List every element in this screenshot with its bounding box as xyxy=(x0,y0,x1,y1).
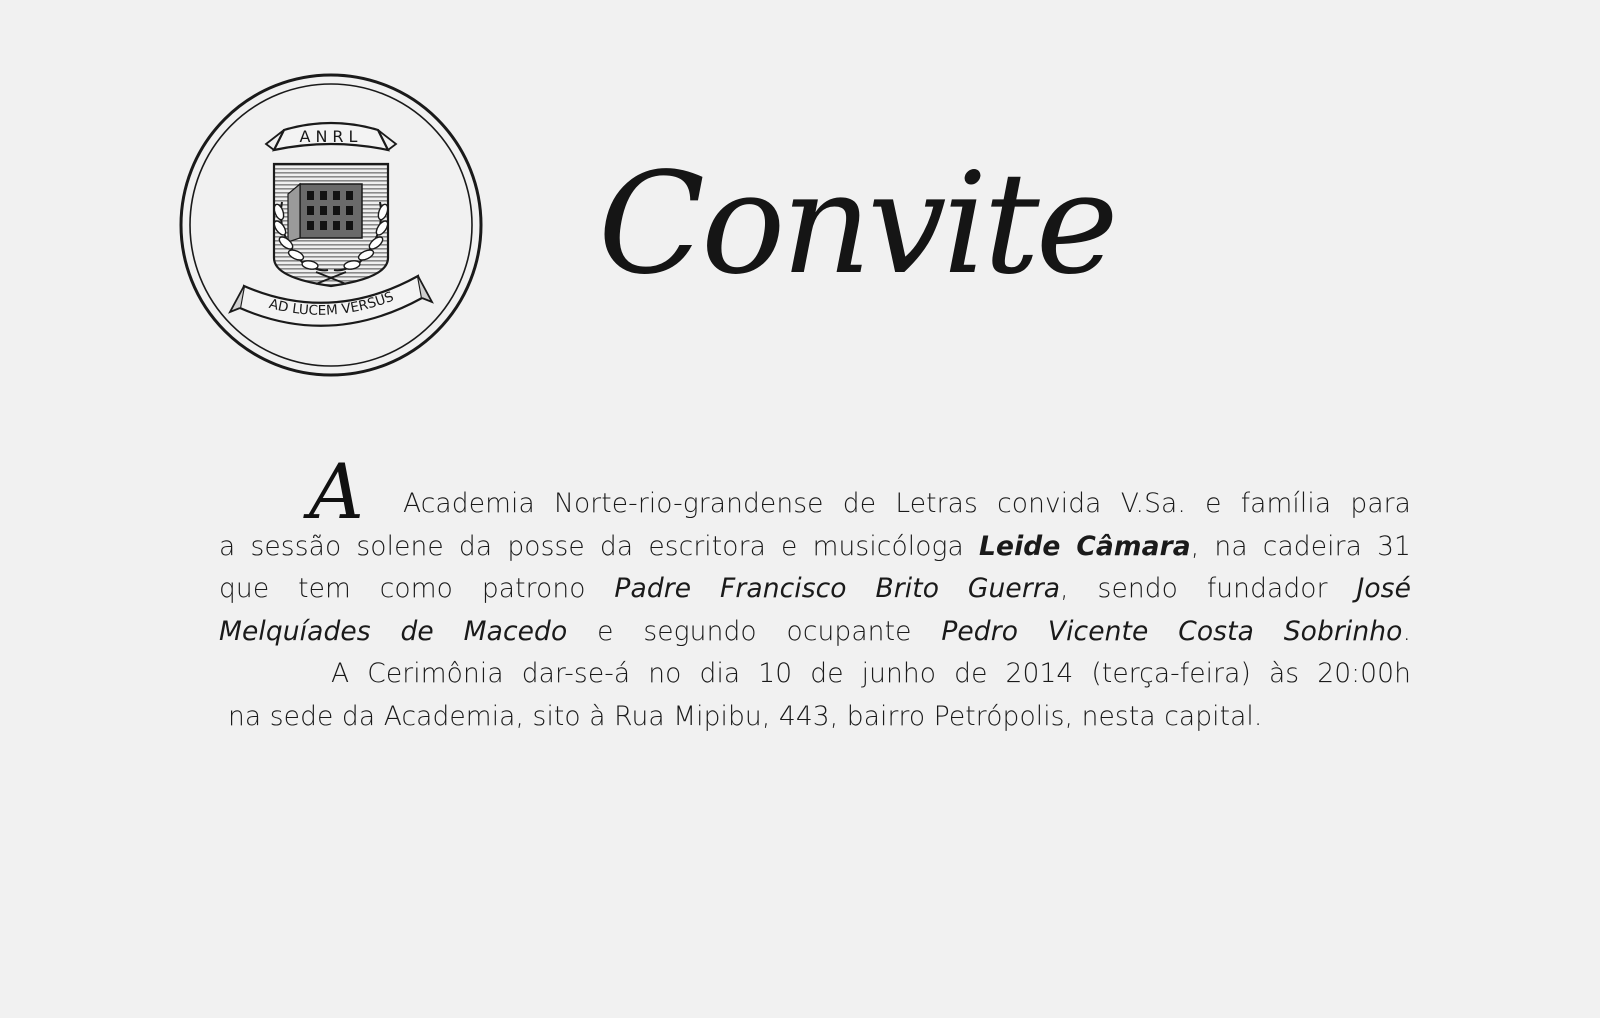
invitation-line-3 xyxy=(219,568,1411,611)
honoree-name: Leide Câmara xyxy=(979,530,1191,562)
second-occupant-name: Pedro Vicente Costa Sobrinho xyxy=(941,615,1403,647)
seal-top-text: ANRL xyxy=(299,127,363,146)
line-4-text-b: . xyxy=(1402,615,1411,647)
line-3-text-b: , sendo fundador xyxy=(1060,573,1357,605)
invitation-line-2 xyxy=(219,526,1411,569)
line-1-text: Academia Norte-rio-grandense de Letras convida V.Sa. e família para xyxy=(403,488,1411,519)
line-2-text-a: a sessão solene da posse da escritora e musicóloga xyxy=(219,530,980,562)
line-5-text: A Cerimônia dar-se-á no dia 10 de junho de 2014 (terça-feira) às 20:00h xyxy=(331,658,1411,690)
drop-cap-letter: A xyxy=(309,447,364,536)
line-6-text: na sede da Academia, sito à Rua Mipibu, 443, bairro Petrópolis, nesta capital. xyxy=(228,700,1263,732)
invitation-line-4 xyxy=(219,611,1411,654)
invitation-body xyxy=(219,447,1411,739)
founder-name-rest: Melquíades de Macedo xyxy=(219,615,568,647)
invitation-line-6 xyxy=(219,696,1411,739)
founder-name-first: José xyxy=(1356,573,1411,605)
line-3-text-a: que tem como patrono xyxy=(219,573,615,605)
line-2-text-b: , na cadeira 31 xyxy=(1190,530,1411,562)
academy-seal-emblem xyxy=(178,72,484,378)
invitation-line-5 xyxy=(219,653,1411,696)
patron-name: Padre Francisco Brito Guerra xyxy=(614,573,1061,605)
invitation-title: Convite xyxy=(598,143,1115,306)
seal-motto: AD LUCEM VERSUS xyxy=(267,288,396,319)
academy-seal xyxy=(178,72,484,378)
line-4-text-a: e segundo ocupante xyxy=(567,615,942,647)
invitation-line-1 xyxy=(219,447,1411,536)
